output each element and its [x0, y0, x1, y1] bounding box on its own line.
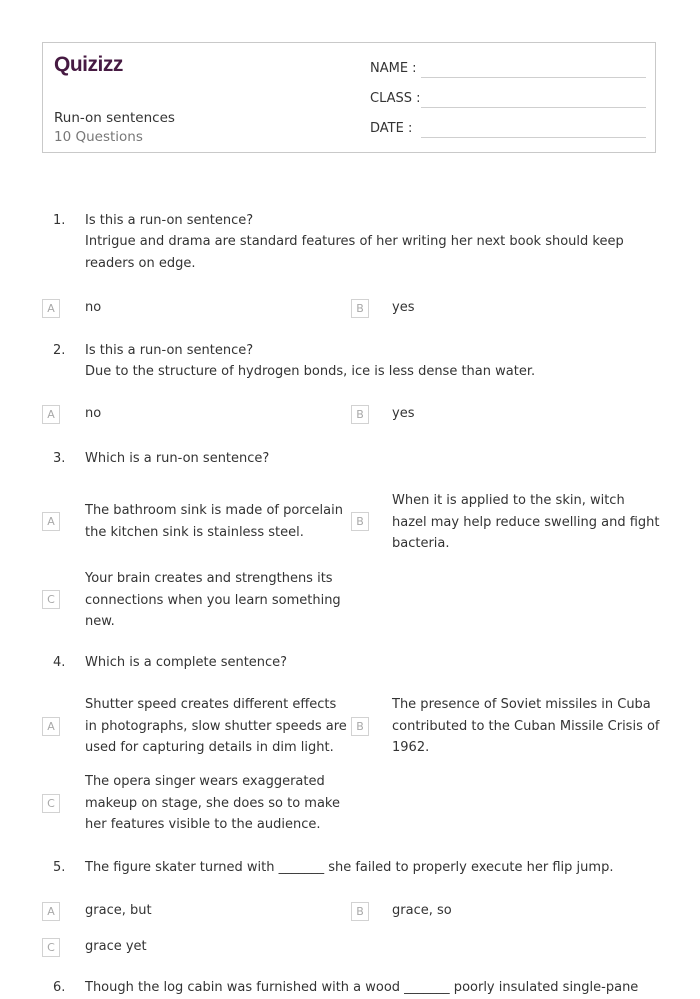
- option-text[interactable]: Your brain creates and strengthens its connections when you learn something new.: [85, 571, 341, 629]
- option-letter[interactable]: C: [42, 590, 60, 609]
- option-letter[interactable]: B: [351, 405, 369, 424]
- option-letter[interactable]: B: [351, 299, 369, 318]
- question-prompt: Is this a run-on sentence?: [85, 213, 254, 228]
- question-prompt: Though the log cabin was furnished with a wood _______ poorly insulated single-pane: [85, 980, 639, 995]
- option-letter[interactable]: A: [42, 902, 60, 921]
- option-letter[interactable]: B: [351, 512, 369, 531]
- option-text[interactable]: When it is applied to the skin, witch hazel may help reduce swelling and fight bacteria.: [392, 493, 660, 551]
- option-letter[interactable]: C: [42, 794, 60, 813]
- option-letter[interactable]: C: [42, 938, 60, 957]
- date-label: DATE :: [370, 121, 413, 136]
- option-letter[interactable]: B: [351, 902, 369, 921]
- name-line: [421, 77, 646, 78]
- date-line: [421, 137, 646, 138]
- question-number: 2.: [53, 343, 66, 358]
- option-text[interactable]: Shutter speed creates different effects in photographs, slow shutter speeds are used for capturing details in dim light.: [85, 697, 347, 755]
- question-prompt: Which is a run-on sentence?: [85, 451, 270, 466]
- question-detail: Due to the structure of hydrogen bonds, ice is less dense than water.: [85, 364, 536, 379]
- option-text[interactable]: yes: [392, 406, 415, 421]
- question-number: 3.: [53, 451, 66, 466]
- option-letter[interactable]: B: [351, 717, 369, 736]
- question-number: 6.: [53, 980, 66, 995]
- option-text[interactable]: no: [85, 406, 102, 421]
- class-line: [421, 107, 646, 108]
- option-text[interactable]: The bathroom sink is made of porcelain the kitchen sink is stainless steel.: [85, 503, 343, 540]
- option-letter[interactable]: A: [42, 299, 60, 318]
- name-label: NAME :: [370, 61, 417, 76]
- class-label: CLASS :: [370, 91, 421, 106]
- option-text[interactable]: The presence of Soviet missiles in Cuba contributed to the Cuban Missile Crisis of 1962.: [392, 697, 660, 755]
- option-letter[interactable]: A: [42, 512, 60, 531]
- option-text[interactable]: The opera singer wears exaggerated makeup on stage, she does so to make her features visible to the audience.: [85, 774, 340, 832]
- option-text[interactable]: grace, but: [85, 903, 152, 918]
- worksheet-title: Run-on sentences: [54, 110, 175, 126]
- option-text[interactable]: yes: [392, 300, 415, 315]
- option-letter[interactable]: A: [42, 405, 60, 424]
- question-detail: Intrigue and drama are standard features of her writing her next book should keep readers on edge.: [85, 234, 624, 271]
- question-number: 5.: [53, 860, 66, 875]
- option-text[interactable]: grace, so: [392, 903, 452, 918]
- question-prompt: Which is a complete sentence?: [85, 655, 288, 670]
- question-number: 1.: [53, 213, 66, 228]
- question-count: 10 Questions: [54, 129, 143, 145]
- option-text[interactable]: no: [85, 300, 102, 315]
- quizizz-logo: Quizizz: [54, 53, 123, 76]
- worksheet-header: [42, 42, 656, 153]
- question-prompt: Is this a run-on sentence?: [85, 343, 254, 358]
- option-letter[interactable]: A: [42, 717, 60, 736]
- question-number: 4.: [53, 655, 66, 670]
- question-prompt: The figure skater turned with _______ she failed to properly execute her flip jump.: [85, 860, 614, 875]
- option-text[interactable]: grace yet: [85, 939, 147, 954]
